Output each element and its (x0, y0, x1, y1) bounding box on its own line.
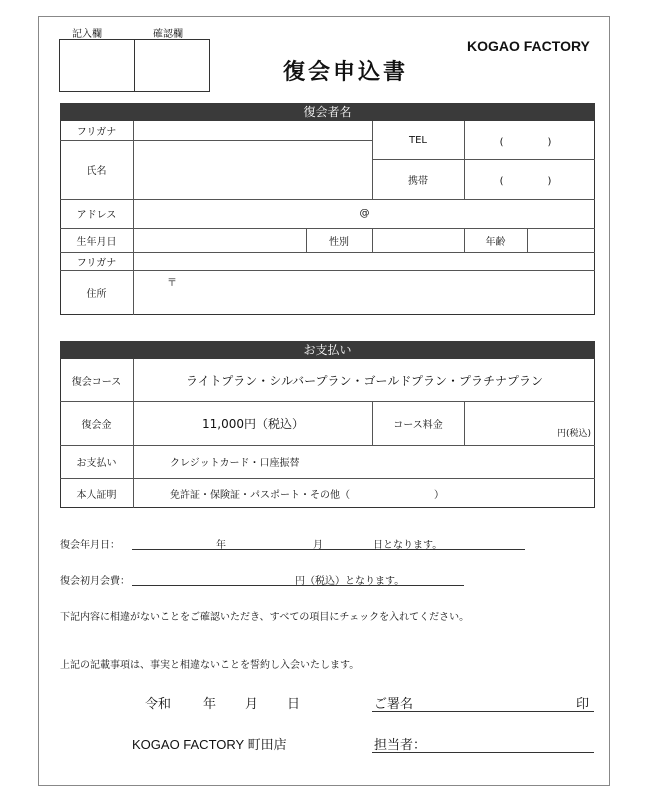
rejoin-year: 年 (216, 540, 226, 551)
gender-label: 性別 (329, 236, 349, 248)
course-fee-input[interactable] (465, 402, 594, 444)
confirm-box (134, 39, 210, 92)
course-options[interactable]: ライトプラン・シルバープラン・ゴールドプラン・プラチナプラン (186, 373, 543, 388)
entry-box (59, 39, 135, 92)
rejoin-day-suffix: 日となります。 (373, 540, 443, 551)
oath-text: 上記の記載事項は、事実と相違ないことを誓約し入会いたします。 (60, 660, 360, 671)
mobile-field[interactable]: ( ) (499, 175, 560, 187)
address-furigana-input[interactable] (134, 253, 594, 269)
name-label: 氏名 (86, 166, 107, 177)
furigana-input[interactable] (134, 122, 371, 139)
confirm-label: 確認欄 (153, 29, 183, 40)
era-name: 令和 (145, 697, 172, 712)
at-mark: @ (359, 208, 370, 219)
address-input[interactable] (134, 271, 594, 314)
email-input[interactable] (134, 199, 595, 228)
id-options-text: 免許証・保険証・パスポート・その他（ (170, 489, 350, 501)
fee-value: 11,000円（税込） (202, 416, 304, 431)
method-options[interactable]: クレジットカード・口座振替 (170, 458, 300, 469)
id-options[interactable] (134, 478, 595, 508)
rejoin-date-line[interactable] (132, 549, 525, 550)
course-fee-label: コース料金 (393, 419, 443, 431)
first-fee-suffix: 円（税込）となります。 (295, 576, 405, 587)
birthdate-label: 生年月日 (76, 236, 117, 248)
mobile-label: 携帯 (408, 175, 428, 187)
rejoin-date-label: 復会年月日： (60, 540, 120, 551)
member-section-header: 復会者名 (60, 103, 595, 121)
store-name: KOGAO FACTORY 町田店 (132, 737, 287, 752)
gender-input[interactable] (373, 229, 463, 251)
era-month: 月 (245, 697, 259, 712)
course-fee-unit: 円(税込) (556, 429, 591, 439)
instruction-text: 下記内容に相違がないことをご確認いただき、すべての項目にチェックを入れてください。 (60, 612, 470, 623)
id-close: ） (434, 489, 444, 501)
staff-line[interactable] (372, 752, 594, 753)
tel-field[interactable]: ( ) (499, 136, 560, 148)
course-label: 復会コース (71, 376, 122, 388)
postal-mark: 〒 (167, 278, 177, 289)
brand-name: KOGAO FACTORY (467, 38, 590, 54)
form-title: 復会申込書 (283, 60, 409, 85)
signature-line[interactable] (372, 711, 594, 712)
payment-section-header: お支払い (60, 341, 595, 359)
signature-label: ご署名 (374, 697, 414, 712)
email-label: アドレス (76, 210, 117, 221)
tel-label: TEL (409, 134, 427, 146)
id-label: 本人証明 (76, 489, 117, 501)
era-year: 年 (203, 697, 217, 712)
age-label: 年齢 (485, 236, 506, 248)
furigana-label: フリガナ (76, 127, 117, 138)
address-label: 住所 (86, 289, 107, 300)
method-label: お支払い (76, 458, 117, 469)
seal-mark: 印 (576, 697, 590, 712)
first-fee-label: 復会初月会費： (60, 576, 130, 587)
age-input[interactable] (528, 229, 594, 251)
furigana2-label: フリガナ (76, 257, 117, 269)
name-input[interactable] (134, 141, 371, 198)
rejoin-month: 月 (313, 540, 323, 551)
era-day: 日 (287, 697, 301, 712)
birthdate-input[interactable] (134, 229, 305, 251)
staff-label: 担当者： (374, 738, 427, 753)
fee-label: 復会金 (81, 419, 112, 431)
entry-label: 記入欄 (72, 29, 102, 40)
